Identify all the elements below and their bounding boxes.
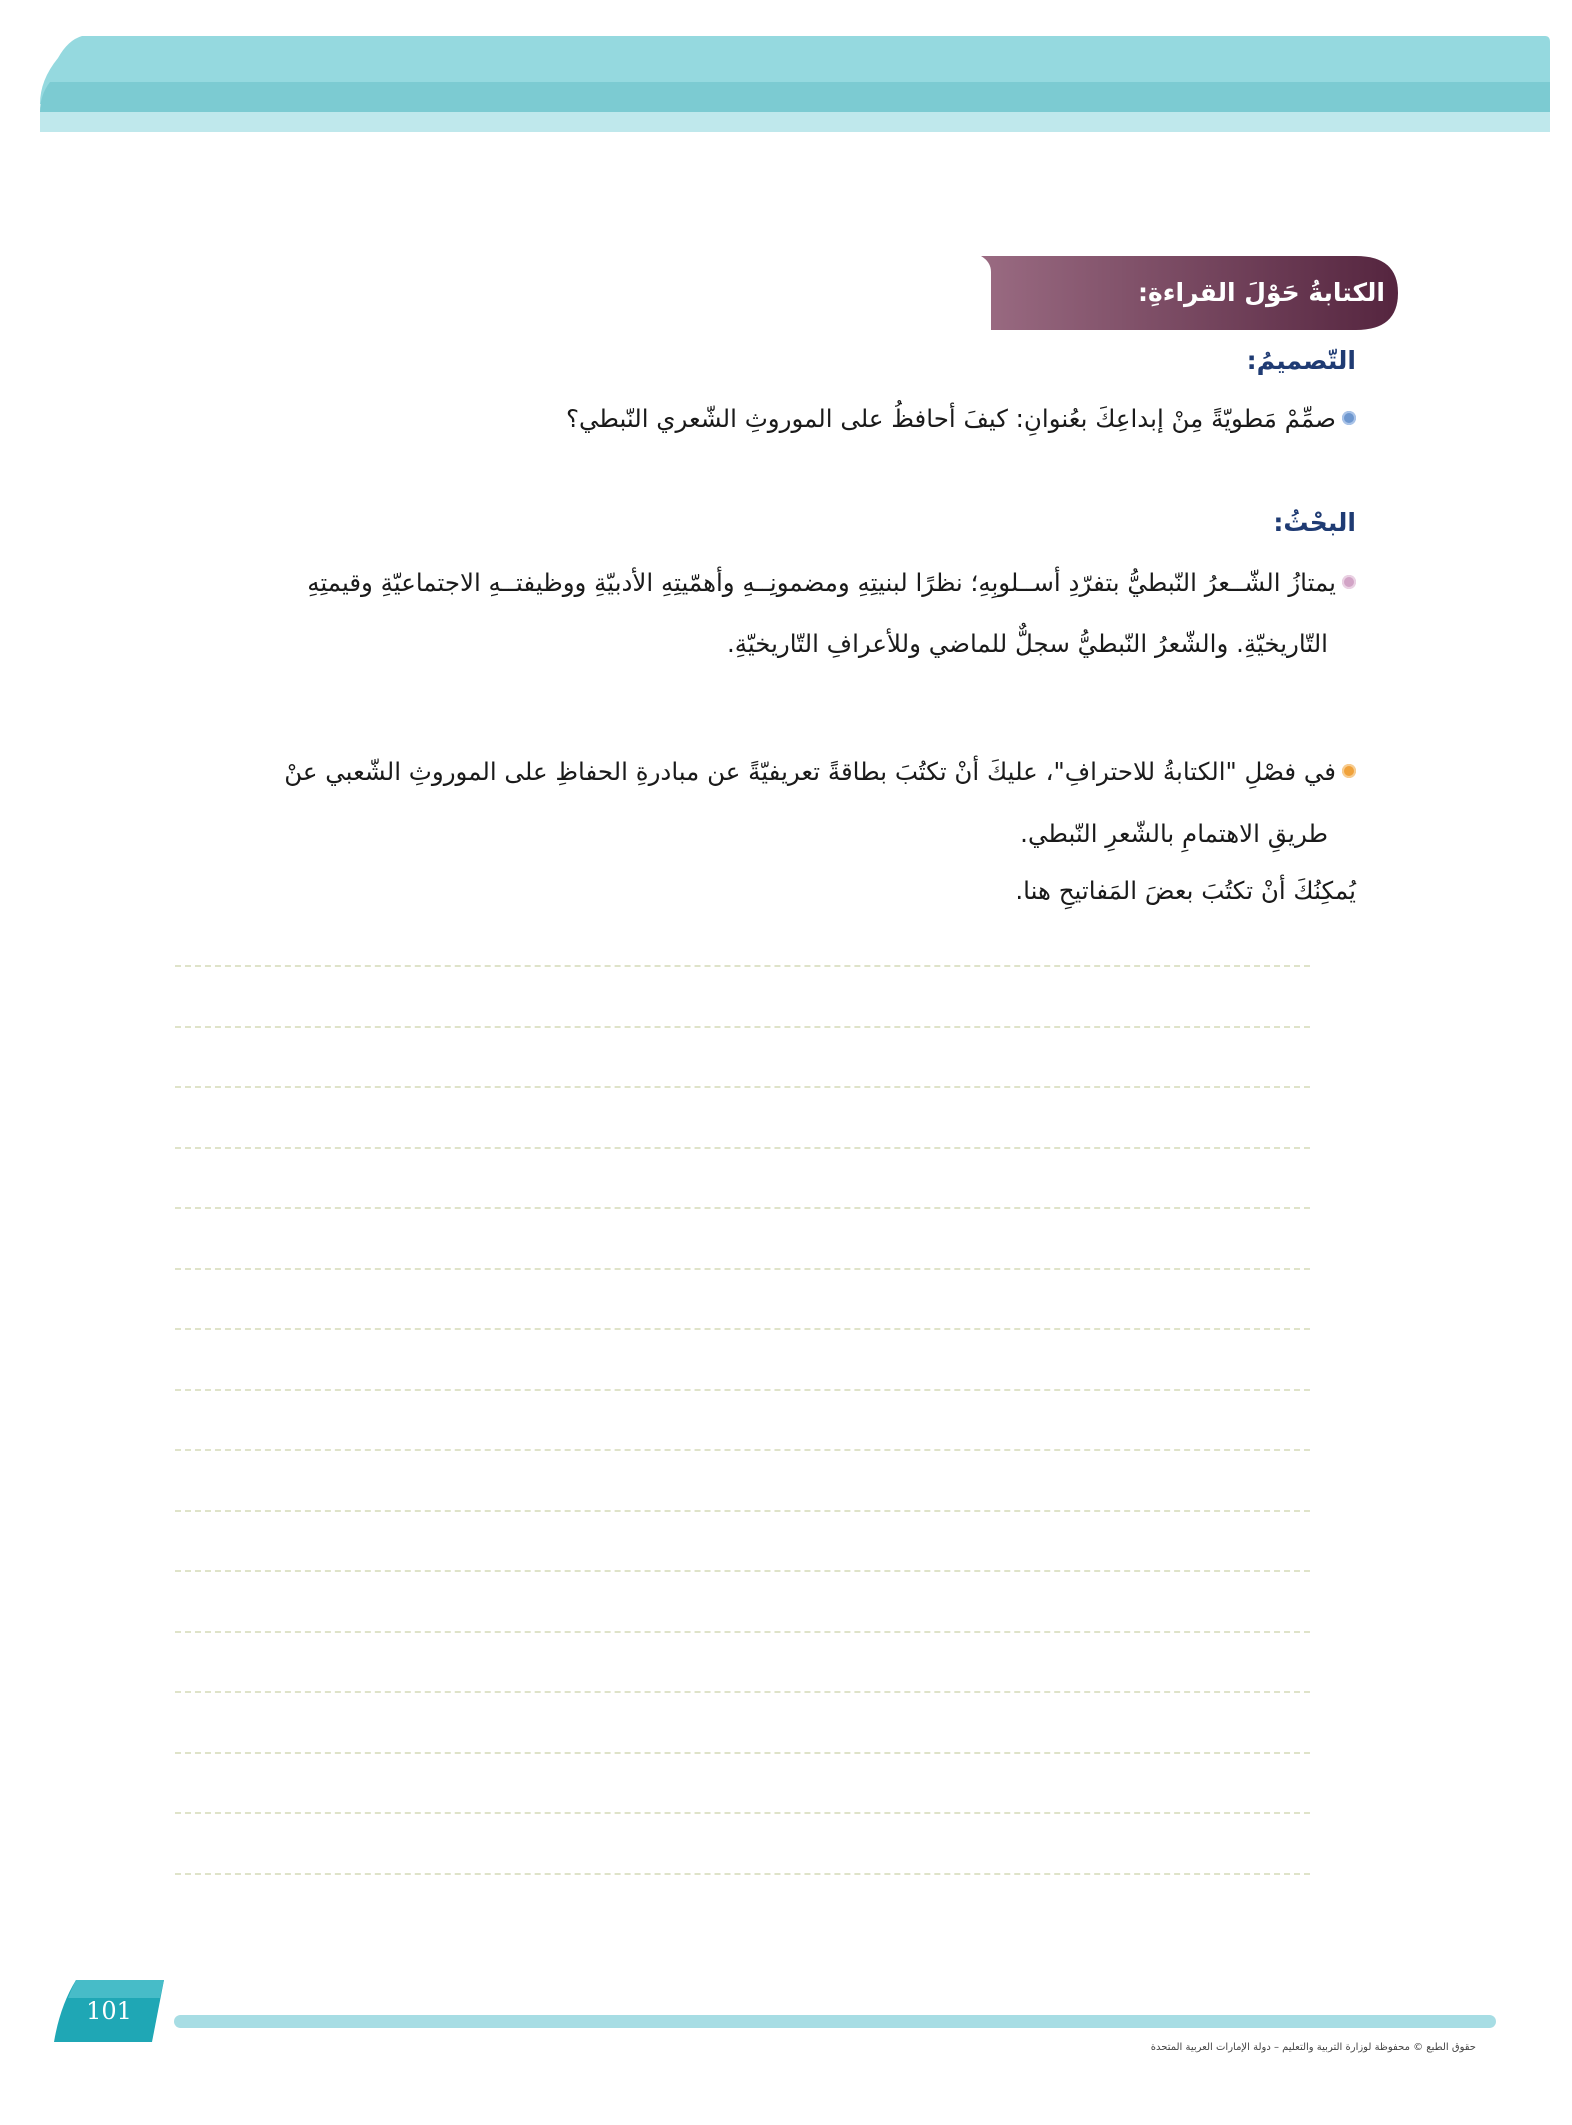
writing-task-item (284, 755, 1356, 789)
blue-bullet-icon (1342, 411, 1356, 425)
design-text: صمِّمْ مَطويّةً مِنْ إبداعِكَ بعُنوانِ: كيفَ أحافظُ على الموروثِ الشّعري النّبطي؟ (565, 404, 1336, 433)
pink-bullet-icon (1342, 575, 1356, 589)
note-line[interactable] (175, 1510, 1310, 1512)
top-banner-light-strip (40, 112, 1550, 132)
writing-task-line-3: يُمكِنُكَ أنْ تكتُبَ بعضَ المَفاتيحِ هنا. (1015, 876, 1356, 905)
copyright-notice: حقوق الطبع © محفوظة لوزارة التربية والتعليم – دولة الإمارات العربية المتحدة (1150, 2042, 1476, 2053)
note-line[interactable] (175, 1570, 1310, 1572)
note-line[interactable] (175, 1207, 1310, 1209)
note-line[interactable] (175, 1328, 1310, 1330)
writing-task-instruction (1015, 874, 1356, 908)
research-heading: البحْثُ: (1273, 508, 1356, 537)
note-line[interactable] (175, 1389, 1310, 1391)
note-line[interactable] (175, 1086, 1310, 1088)
note-writing-area[interactable] (175, 930, 1310, 1890)
page-number: 101 (86, 1997, 132, 2025)
note-line[interactable] (175, 1873, 1310, 1875)
writing-task-line-1: في فصْلِ "الكتابةُ للاحترافِ"، عليكَ أنْ تكتُبَ بطاقةً تعريفيّةً عن مبادرةِ الحفاظِ على الموروثِ الشّعبي عنْ (284, 757, 1336, 786)
research-line-2: التّاريخيّةِ. والشّعرُ النّبطيُّ سجلٌّ للماضي وللأعرافِ التّاريخيّةِ. (726, 629, 1328, 658)
design-heading: التّصميمُ: (1246, 346, 1356, 375)
research-line-1: يمتازُ الشّــعرُ النّبطيُّ بتفرّدِ أســلوبِهِ؛ نظرًا لبنيتِهِ ومضمونِــهِ وأهمّيتِهِ الأدبيّةِ ووظيفتــهِ الاجتماعيّةِ وقيمتِهِ (307, 568, 1336, 597)
orange-bullet-icon (1342, 764, 1356, 778)
note-line[interactable] (175, 965, 1310, 967)
design-item (566, 402, 1356, 436)
writing-task-line-2: طريقِ الاهتمامِ بالشّعرِ النّبطي. (1020, 819, 1328, 848)
top-banner-dark-band (40, 82, 1550, 112)
research-item-continued (727, 627, 1328, 661)
note-line[interactable] (175, 1147, 1310, 1149)
research-item (307, 566, 1356, 600)
writing-task-item-continued (1020, 817, 1328, 851)
note-line[interactable] (175, 1449, 1310, 1451)
note-line[interactable] (175, 1026, 1310, 1028)
footer-bar (174, 2015, 1496, 2028)
note-line[interactable] (175, 1752, 1310, 1754)
note-line[interactable] (175, 1631, 1310, 1633)
note-line[interactable] (175, 1691, 1310, 1693)
note-line[interactable] (175, 1268, 1310, 1270)
top-banner (0, 0, 1572, 150)
note-line[interactable] (175, 1812, 1310, 1814)
section-title: الكتابةُ حَوْلَ القراءةِ: (1137, 278, 1385, 307)
